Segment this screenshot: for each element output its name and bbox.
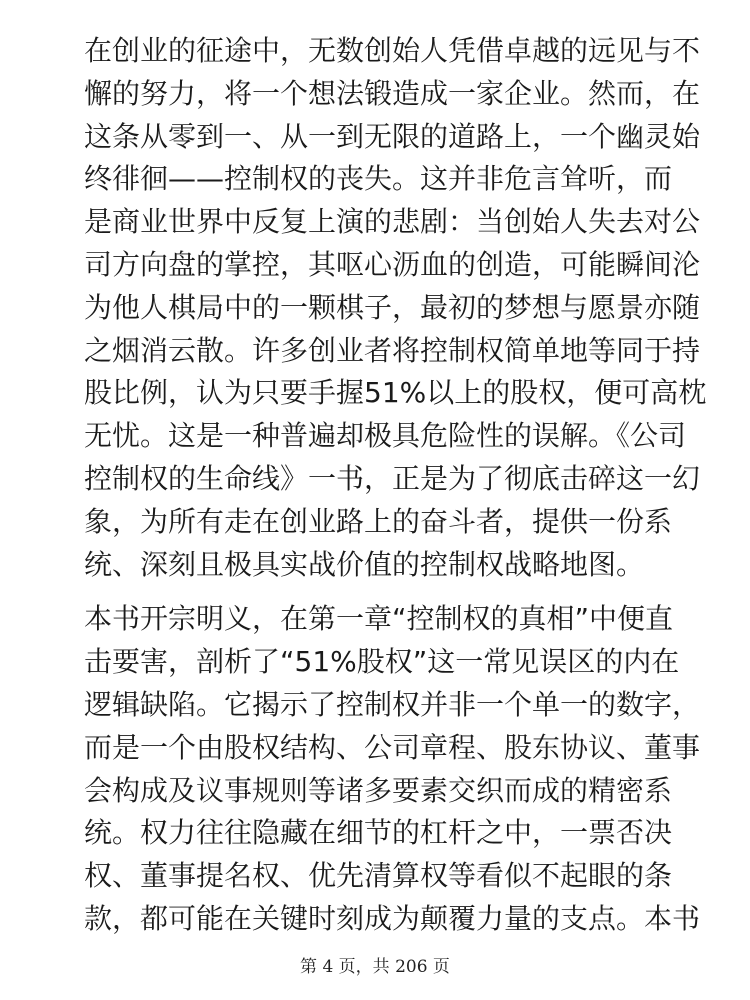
text-line: 股比例，认为只要手握51%以上的股权，便可高枕 [84,376,707,410]
text-line: 统、深刻且极具实战价值的控制权战略地图。 [84,547,645,581]
text-line: 逻辑缺陷。它揭示了控制权并非一个单一的数字， [84,687,701,721]
text-line: 权、董事提名权、优先清算权等看似不起眼的条 [84,859,673,893]
text-line: 控制权的生命线》一书，正是为了彻底击碎这一幻 [84,461,701,495]
text-line: 无忧。这是一种普遍却极具危险性的误解。《公司 [84,419,687,453]
text-line: 是商业世界中反复上演的悲剧：当创始人失去对公 [84,205,701,239]
paragraph-1 [84,30,707,586]
paragraph-2 [84,598,701,940]
body-text [84,30,707,941]
text-line: 款，都可能在关键时刻成为颠覆力量的支点。本书 [84,901,701,935]
text-line: 象，为所有走在创业路上的奋斗者，提供一份系 [84,504,673,538]
text-line: 击要害，剖析了“51%股权”这一常见误区的内在 [84,645,680,679]
text-line: 在创业的征途中，无数创始人凭借卓越的远见与不 [84,34,701,67]
text-line: 为他人棋局中的一颗棋子，最初的梦想与愿景亦随 [84,290,701,324]
text-line: 本书开宗明义，在第一章“控制权的真相”中便直 [84,602,674,636]
text-line: 之烟消云散。许多创业者将控制权简单地等同于持 [84,333,701,367]
page-number-footer: 第 4 页，共 206 页 [300,957,450,977]
text-line: 会构成及议事规则等诸多要素交织而成的精密系 [84,773,673,807]
text-line: 终徘徊——控制权的丧失。这并非危言耸听，而 [84,162,673,196]
text-line: 统。权力往往隐藏在细节的杠杆之中，一票否决 [84,816,673,850]
text-line: 这条从零到一、从一到无限的道路上，一个幽灵始 [84,119,701,153]
text-line: 司方向盘的掌控，其呕心沥血的创造，可能瞬间沦 [84,247,701,281]
text-line: 而是一个由股权结构、公司章程、股东协议、董事 [84,730,701,764]
text-line: 懈的努力，将一个想法锻造成一家企业。然而，在 [84,76,701,110]
